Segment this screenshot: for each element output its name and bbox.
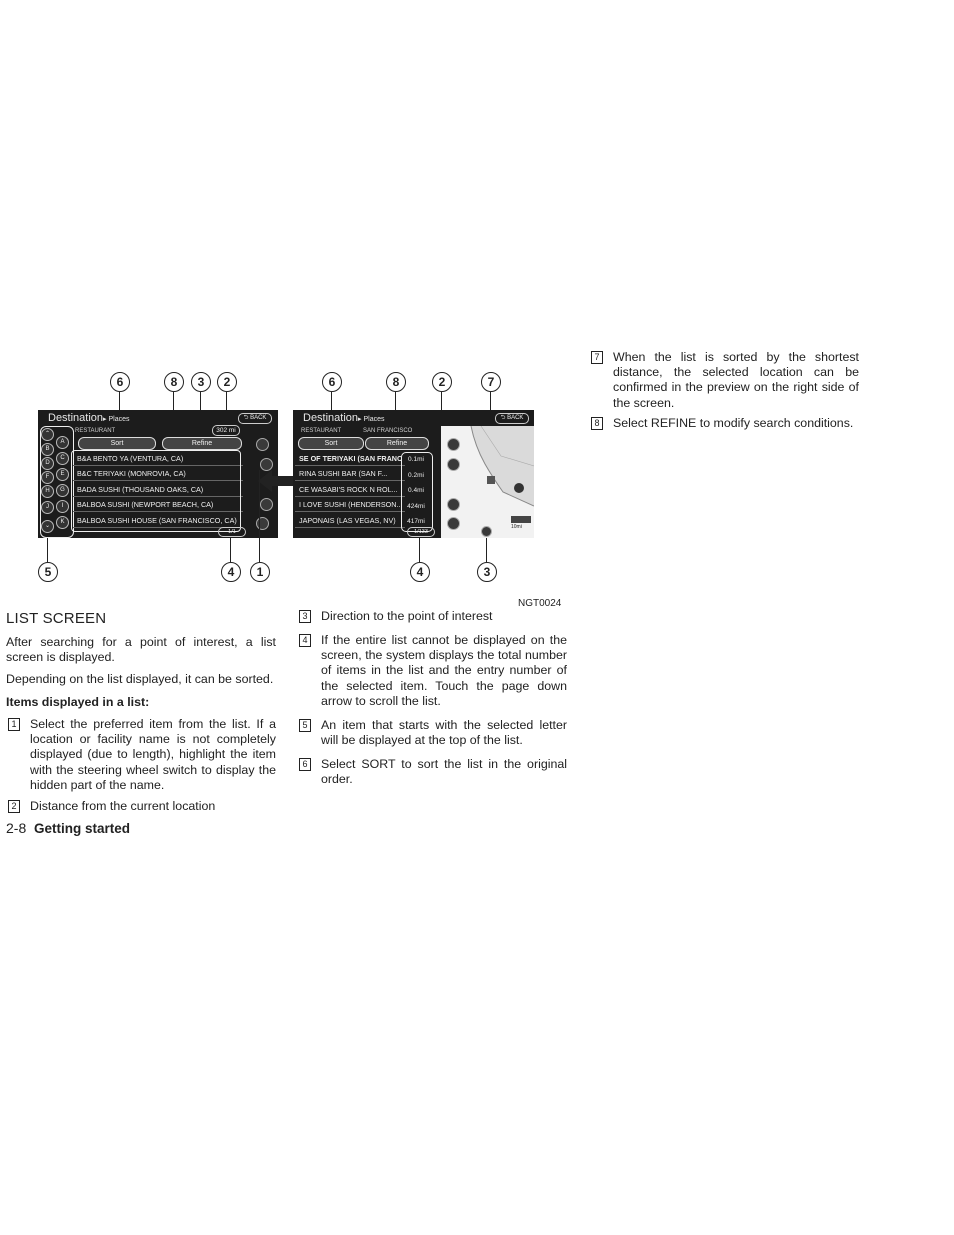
letter-g[interactable]: G — [56, 484, 69, 497]
item-count: 1/133 — [407, 527, 435, 537]
sort-button[interactable]: Sort — [78, 437, 156, 450]
page-down-icon[interactable] — [256, 517, 269, 530]
refine-button[interactable]: Refine — [365, 437, 429, 450]
location-label: SAN FRANCISCO — [363, 428, 413, 434]
item-number: 2 — [8, 800, 20, 813]
distance-value: 0.4mi — [408, 487, 424, 494]
item-text: If the entire list cannot be displayed on the screen, the system displays the total number of items in the list and the entry number of the selected item. Touch the page down arrow to scroll the list. — [321, 633, 567, 708]
list-item[interactable]: BADA SUSHI (THOUSAND OAKS, CA) — [73, 483, 243, 497]
callout-2-left: 2 — [217, 372, 237, 392]
screen-title: Destination▸ Places — [303, 412, 385, 424]
callout-6-left: 6 — [110, 372, 130, 392]
list-item-5 — [299, 718, 567, 750]
letter-d[interactable]: D — [41, 457, 54, 470]
item-number: 1 — [8, 718, 20, 731]
items-subhead: Items displayed in a list: — [6, 695, 150, 709]
item-number: 8 — [591, 417, 603, 430]
page-up-letters-icon[interactable]: ⌃ — [41, 428, 54, 441]
leader-line — [259, 470, 260, 562]
letter-i[interactable]: I — [56, 500, 69, 513]
letter-e[interactable]: E — [56, 468, 69, 481]
distance-value: 424mi — [407, 503, 425, 510]
list-item[interactable]: BALBOA SUSHI (NEWPORT BEACH, CA) — [73, 498, 243, 512]
intro-paragraph: After searching for a point of interest, a list screen is displayed. — [6, 635, 276, 665]
item-number: 6 — [299, 758, 311, 771]
navigation-figure — [0, 360, 580, 620]
item-number: 7 — [591, 351, 603, 364]
scroll-up-icon[interactable] — [447, 438, 460, 451]
map-scale: 10mi — [511, 524, 522, 530]
sort-button[interactable]: Sort — [298, 437, 364, 450]
item-number: 3 — [299, 610, 311, 623]
leader-line — [486, 538, 487, 562]
page-down-letters-icon[interactable]: ⌄ — [41, 520, 54, 533]
leader-line — [47, 538, 48, 562]
list-item[interactable]: SE OF TERIYAKI (SAN FRANC — [295, 452, 405, 466]
right-screen — [293, 410, 534, 538]
up-arrow-icon[interactable] — [447, 458, 460, 471]
category-label: RESTAURANT — [301, 428, 342, 434]
list-item[interactable]: CE WASABI'S ROCK N ROL... — [295, 483, 405, 497]
list-item-1 — [8, 717, 276, 793]
list-item-4 — [299, 633, 567, 711]
callout-6-right: 6 — [322, 372, 342, 392]
item-text: Select SORT to sort the list in the original order. — [321, 757, 567, 787]
footer-section: Getting started — [34, 821, 131, 836]
item-text: Direction to the point of interest — [321, 609, 493, 623]
callout-3-right: 3 — [477, 562, 497, 582]
item-text: An item that starts with the selected letter will be displayed at the top of the list. — [321, 718, 567, 748]
item-text: When the list is sorted by the shortest distance, the selected location can be confirmed in the preview on the right side of the screen. — [613, 350, 859, 410]
letter-f[interactable]: F — [41, 471, 54, 484]
list-item[interactable]: RINA SUSHI BAR (SAN F... — [295, 467, 405, 481]
letter-j[interactable]: J — [41, 501, 54, 514]
section-title: LIST SCREEN — [6, 610, 107, 627]
item-number: 5 — [299, 719, 311, 732]
page-number: 2-8 — [6, 820, 27, 836]
refine-button[interactable]: Refine — [162, 437, 242, 450]
callout-4-right: 4 — [410, 562, 430, 582]
back-button[interactable]: ⮌ BACK — [238, 413, 272, 424]
list-item[interactable]: I LOVE SUSHI (HENDERSON... — [295, 498, 405, 512]
page-down-icon[interactable] — [447, 517, 460, 530]
direction-icon — [481, 526, 492, 537]
letter-c[interactable]: C — [56, 452, 69, 465]
down-arrow-icon[interactable] — [260, 498, 273, 511]
page-footer — [6, 820, 130, 836]
intro-paragraph: Depending on the list displayed, it can be sorted. — [6, 672, 274, 686]
leader-line — [419, 538, 420, 562]
list-item[interactable]: B&A BENTO YA (VENTURA, CA) — [73, 452, 243, 466]
callout-3-left: 3 — [191, 372, 211, 392]
down-arrow-icon[interactable] — [447, 498, 460, 511]
distance-value: 0.2mi — [408, 472, 424, 479]
list-item-2 — [8, 799, 276, 815]
item-text: Distance from the current location — [30, 799, 216, 813]
distance-value: 417mi — [407, 518, 425, 525]
callout-7-right: 7 — [481, 372, 501, 392]
scroll-up-icon[interactable] — [256, 438, 269, 451]
list-item[interactable]: BALBOA SUSHI HOUSE (SAN FRANCISCO, CA) — [73, 514, 243, 528]
callout-8-right: 8 — [386, 372, 406, 392]
letter-k[interactable]: K — [56, 516, 69, 529]
distance-value: 0.1mi — [408, 456, 424, 463]
item-number: 4 — [299, 634, 311, 647]
leader-line — [230, 538, 231, 562]
back-button[interactable]: ⮌ BACK — [495, 413, 529, 424]
left-screen — [38, 410, 278, 538]
item-text: Select REFINE to modify search conditions. — [613, 416, 854, 430]
list-item[interactable]: JAPONAIS (LAS VEGAS, NV) — [295, 514, 405, 528]
item-count: 1/1 — [218, 527, 246, 537]
letter-b[interactable]: B — [41, 443, 54, 456]
callout-2-right: 2 — [432, 372, 452, 392]
list-item-6 — [299, 757, 567, 789]
callout-1-left: 1 — [250, 562, 270, 582]
callout-8-left: 8 — [164, 372, 184, 392]
list-item-8 — [591, 416, 859, 432]
list-item[interactable]: B&C TERIYAKI (MONROVIA, CA) — [73, 467, 243, 481]
list-highlight — [71, 450, 241, 532]
distance-readout: 302 mi — [212, 425, 240, 436]
category-label: RESTAURANT — [75, 428, 116, 434]
letter-a[interactable]: A — [56, 436, 69, 449]
letter-h[interactable]: H — [41, 485, 54, 498]
list-item-7 — [591, 350, 859, 412]
screen-title: Destination▸ Places — [48, 412, 130, 424]
item-text: Select the preferred item from the list. If a location or facility name is not completely displayed (due to length), highlight the item with the steering wheel switch to display the hidden part of the name. — [30, 717, 276, 792]
callout-5-left: 5 — [38, 562, 58, 582]
list-item-3 — [299, 609, 567, 625]
figure-code: NGT0024 — [518, 598, 562, 609]
callout-4-left: 4 — [221, 562, 241, 582]
